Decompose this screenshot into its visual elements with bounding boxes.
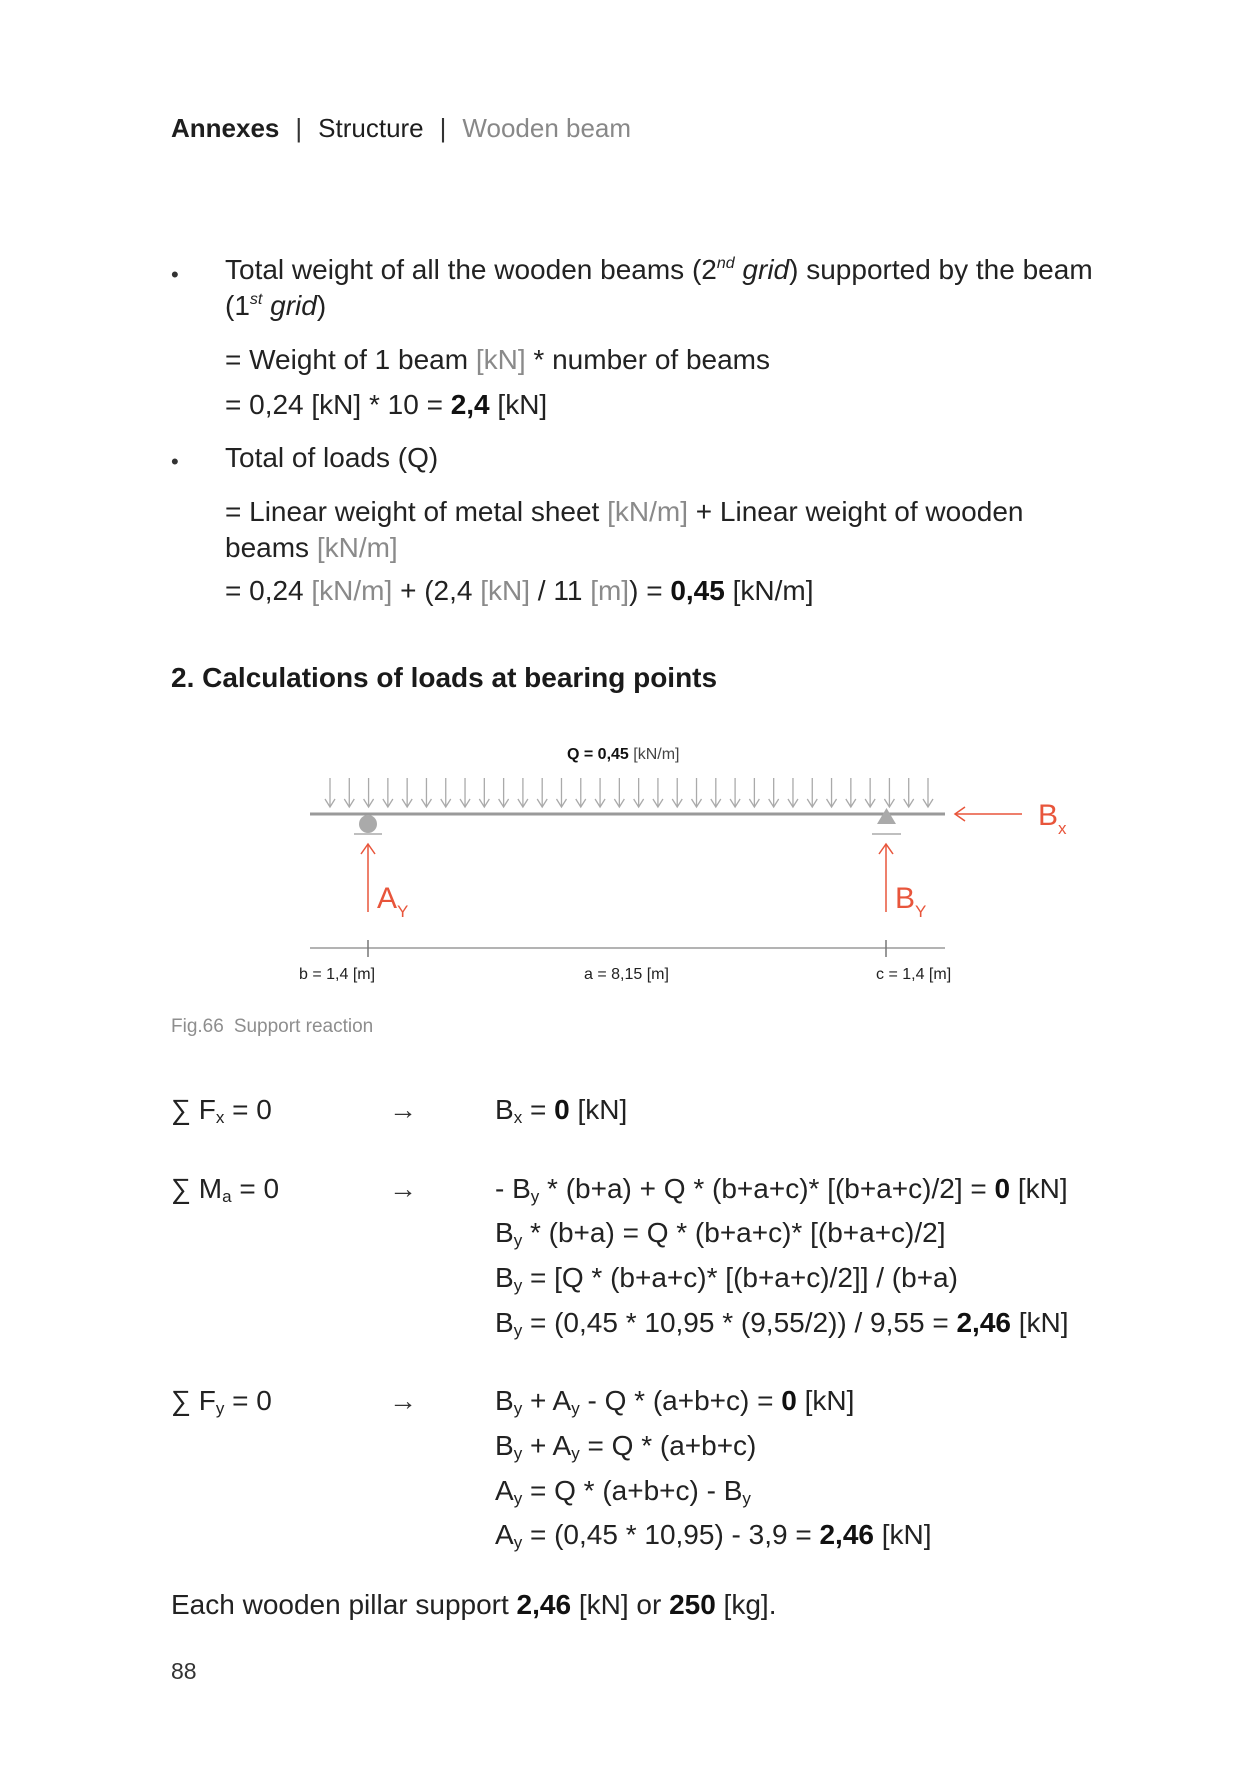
figure-number: Fig.66 (171, 1016, 224, 1037)
pin-support-icon (359, 815, 377, 833)
reaction-bx-label: $B_x$ (1038, 799, 1067, 838)
load-label: Q = 0,45 [kN/m] (567, 746, 680, 763)
bullet2-equation1: = Linear weight of metal sheet [kN/m] + Linear weight of wooden (225, 496, 1024, 527)
sum-ma-label: ∑ $M_a = 0$ (171, 1173, 280, 1206)
breadcrumb-subsection: Structure (318, 113, 424, 143)
fy-line2: $B_y + A_y = Q * (a+b+c)$ (495, 1430, 757, 1463)
sum-fx-label: ∑ $F_x = 0$ (171, 1094, 272, 1127)
fx-result: $B_x = 0$ [kN] (495, 1094, 628, 1127)
bullet1-equation1: = Weight of 1 beam [kN] * number of beams (225, 344, 770, 375)
distributed-load-arrows (325, 778, 933, 807)
dimension-c-label: c = 1,4 [m] (876, 966, 952, 983)
fy-line1: $B_y + A_y - Q * (a+b+c) = 0$ [kN] (495, 1385, 855, 1418)
page-number: 88 (171, 1658, 197, 1684)
bullet1-equation2: = 0,24 [kN] * 10 = 2,4 [kN] (225, 389, 548, 420)
roller-support-icon (877, 808, 896, 824)
implies-arrow: → (389, 1173, 417, 1204)
bullet-dot: • (171, 449, 179, 474)
ma-line4: $B_y = (0,45 * 10,95 * (9,55/2)) / 9,55 = 2,46$ [kN] (495, 1307, 1069, 1340)
bullet2-label: Total of loads (Q) (225, 442, 439, 473)
beam-diagram (0, 730, 1260, 990)
bullet2-equation1-line2: beams [kN/m] (225, 532, 398, 563)
dimension-b-label: b = 1,4 [m] (299, 966, 376, 983)
fy-line3: $A_y = Q * (a+b+c) - B_y$ (495, 1475, 751, 1508)
fy-line4: $A_y = (0,45 * 10,95) - 3,9 = 2,46$ [kN] (495, 1519, 932, 1552)
breadcrumb: Annexes | Structure | Wooden beam (171, 113, 632, 143)
implies-arrow: → (389, 1385, 417, 1416)
bullet2-equation2: = 0,24 [kN/m] + (2,4 [kN] / 11 [m]) = 0,45 [kN/m] (225, 575, 814, 606)
ma-line3: $B_y = [Q * (b+a+c)*$ [(b+a+c)/2]] / (b+a) (495, 1262, 958, 1295)
conclusion: Each wooden pillar support 2,46 [kN] or 250 [kg]. (171, 1589, 777, 1620)
figure-caption (171, 1016, 373, 1038)
bullet1-line2: (1st grid) (225, 290, 327, 321)
ma-line1: - $B_y * (b+a) + Q * (b+a+c)*$ [(b+a+c)/2] = 0 [kN] (495, 1173, 1068, 1206)
breadcrumb-topic: Wooden beam (462, 113, 632, 143)
section-heading: 2. Calculations of loads at bearing points (171, 662, 718, 693)
bullet-dot: • (171, 262, 179, 287)
sum-fy-label: ∑ $F_y = 0$ (171, 1385, 272, 1418)
reaction-by-label: $B_Y$ (895, 882, 927, 921)
dimension-a-label: a = 8,15 [m] (584, 966, 669, 983)
implies-arrow: → (389, 1094, 417, 1125)
breadcrumb-section: Annexes (171, 113, 280, 143)
reaction-ay-label: $A_Y$ (377, 882, 409, 921)
bullet1-line1: Total weight of all the wooden beams (2nd grid) supported by the beam (225, 254, 1093, 285)
figure-caption-text: Support reaction (233, 1016, 374, 1037)
ma-line2: $B_y * (b+a) = Q * (b+a+c)*$ [(b+a+c)/2] (495, 1217, 946, 1250)
